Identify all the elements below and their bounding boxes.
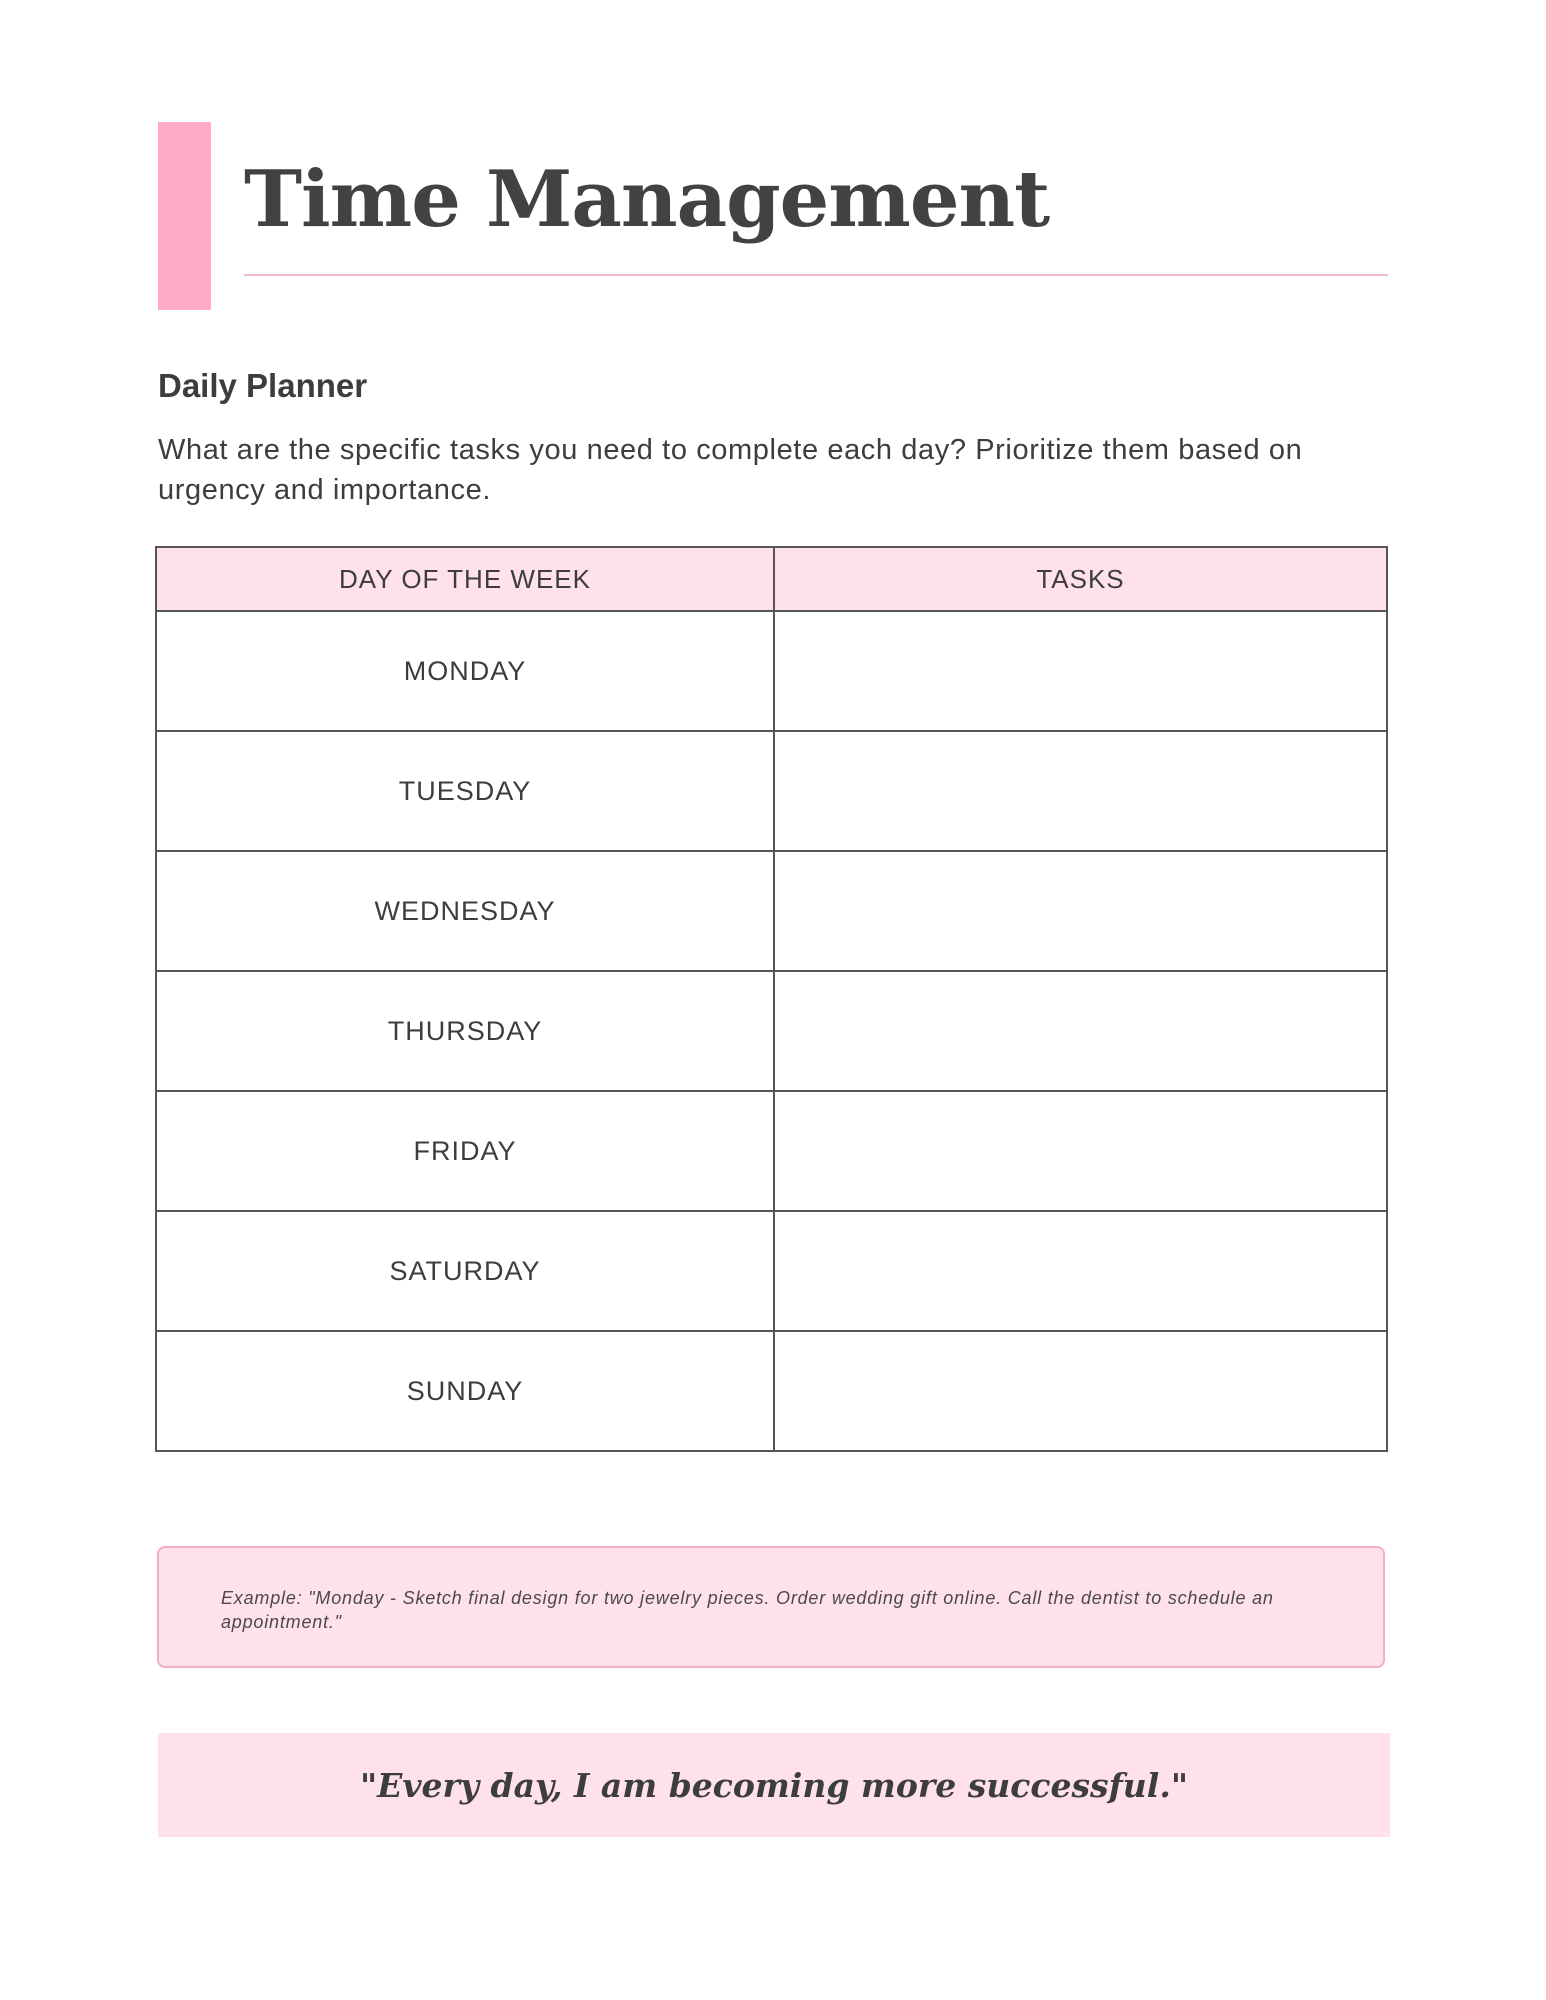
example-text: Example: "Monday - Sketch final design for two jewelry pieces. Order wedding gift online. Call the dentist to schedule an appointment." — [221, 1588, 1274, 1632]
day-cell-saturday: SATURDAY — [156, 1211, 774, 1331]
day-cell-tuesday: TUESDAY — [156, 731, 774, 851]
tasks-cell-wednesday[interactable] — [774, 851, 1387, 971]
table-row — [156, 1331, 1387, 1451]
day-cell-friday: FRIDAY — [156, 1091, 774, 1211]
day-cell-thursday: THURSDAY — [156, 971, 774, 1091]
tasks-cell-friday[interactable] — [774, 1091, 1387, 1211]
example-box — [157, 1546, 1385, 1668]
table-row — [156, 1091, 1387, 1211]
day-cell-sunday: SUNDAY — [156, 1331, 774, 1451]
table-header-row — [156, 547, 1387, 611]
page-title: Time Management — [244, 154, 1050, 245]
day-cell-wednesday: WEDNESDAY — [156, 851, 774, 971]
table-row — [156, 731, 1387, 851]
intro-text: What are the specific tasks you need to complete each day? Prioritize them based on urgency and importance. — [158, 434, 1303, 506]
day-cell-monday: MONDAY — [156, 611, 774, 731]
table-row — [156, 971, 1387, 1091]
table-row — [156, 611, 1387, 731]
quote-text: "Every day, I am becoming more successful." — [359, 1765, 1189, 1805]
tasks-cell-thursday[interactable] — [774, 971, 1387, 1091]
tasks-cell-monday[interactable] — [774, 611, 1387, 731]
quote-banner — [158, 1733, 1390, 1837]
section-heading: Daily Planner — [158, 367, 368, 404]
title-divider — [244, 274, 1388, 276]
header-day-of-week: DAY OF THE WEEK — [156, 547, 774, 611]
accent-bar — [158, 122, 211, 310]
planner-table — [155, 546, 1388, 1452]
header-tasks: TASKS — [774, 547, 1387, 611]
tasks-cell-sunday[interactable] — [774, 1331, 1387, 1451]
table-row — [156, 1211, 1387, 1331]
tasks-cell-saturday[interactable] — [774, 1211, 1387, 1331]
tasks-cell-tuesday[interactable] — [774, 731, 1387, 851]
table-row — [156, 851, 1387, 971]
